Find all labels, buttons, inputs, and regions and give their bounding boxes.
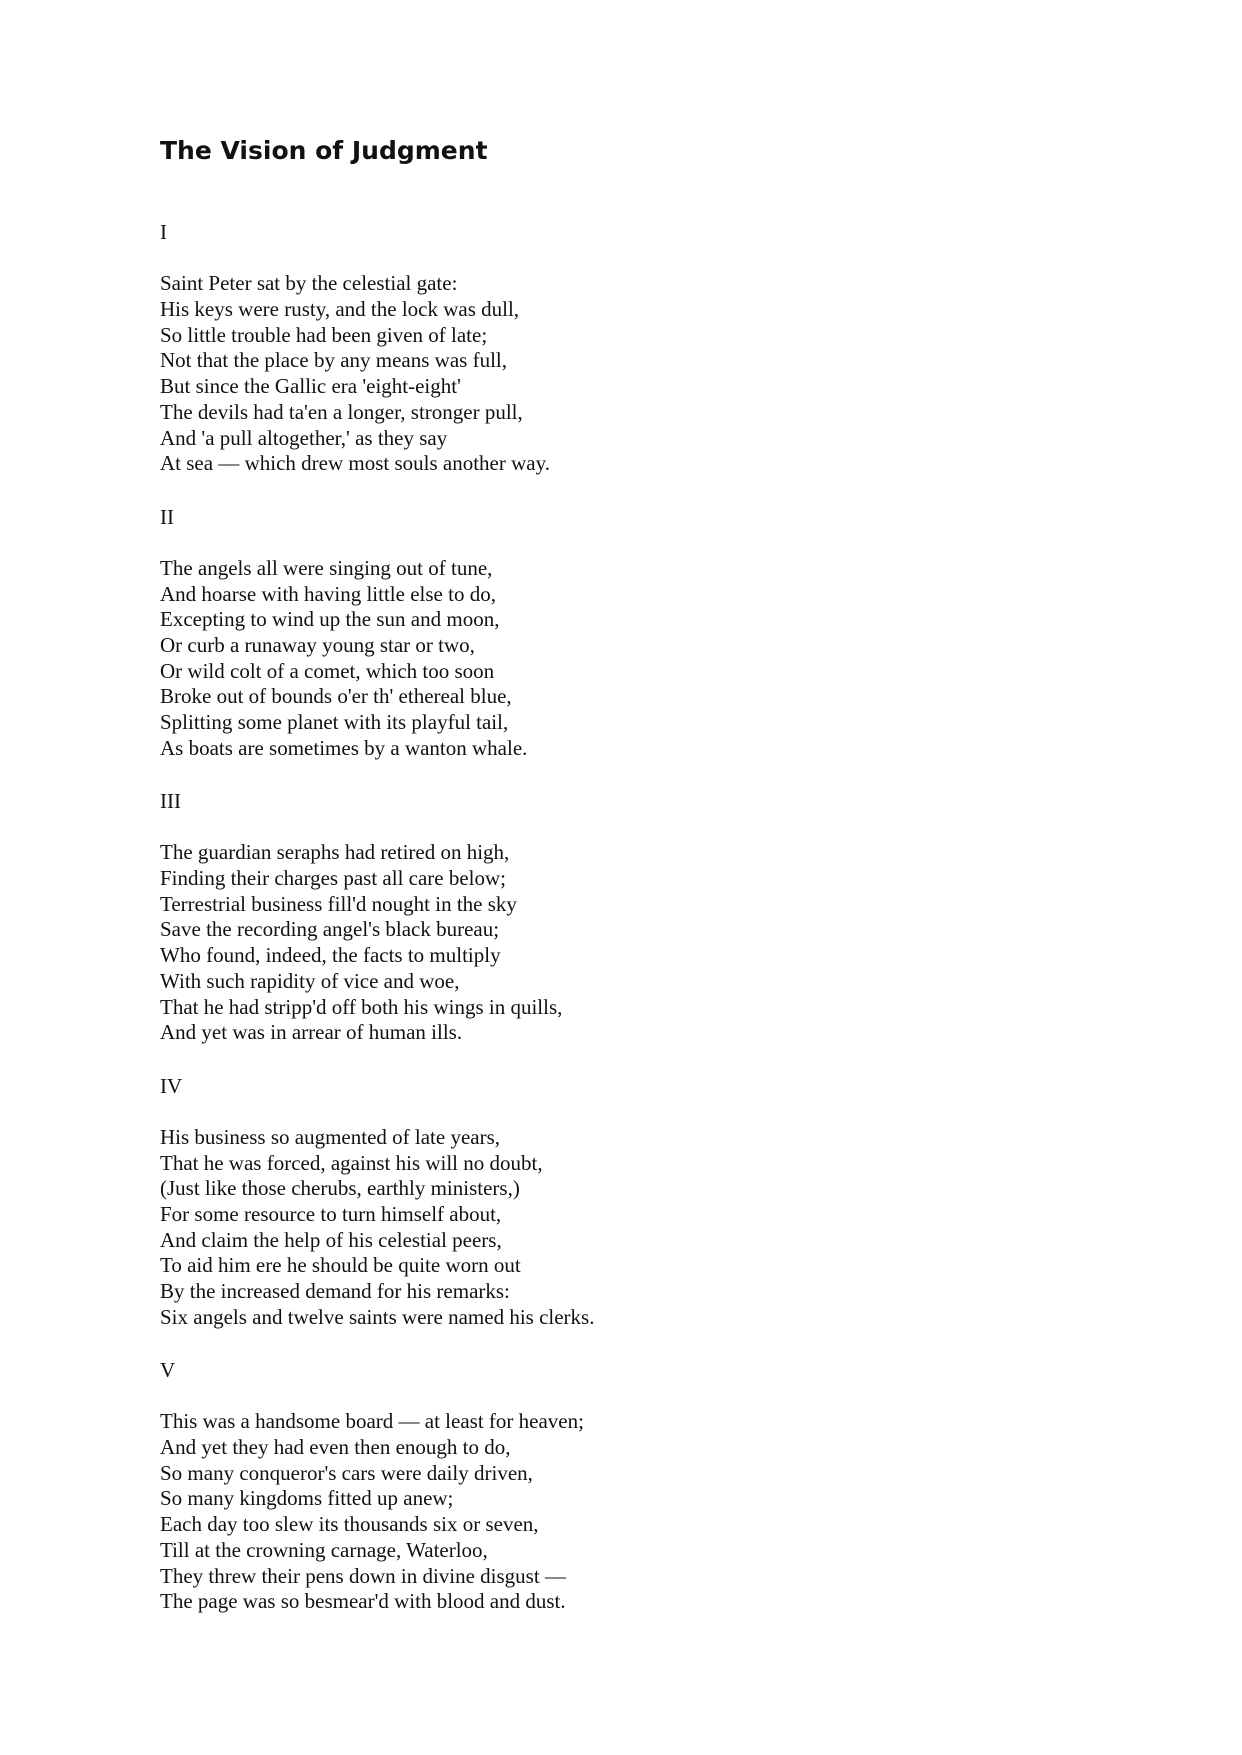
verse-line: And claim the help of his celestial peers,	[160, 1227, 502, 1252]
verse-line: They threw their pens down in divine disgust —	[160, 1563, 566, 1588]
verse-line: That he was forced, against his will no doubt,	[160, 1150, 543, 1175]
verse-line: So little trouble had been given of late;	[160, 322, 488, 347]
stanza-4	[160, 1074, 594, 1359]
verse-line: To aid him ere he should be quite worn out	[160, 1253, 521, 1278]
verse-line: Finding their charges past all care below;	[160, 866, 507, 891]
verse-line: By the increased demand for his remarks:	[160, 1279, 510, 1303]
verse-line: But since the Gallic era 'eight-eight'	[160, 374, 461, 399]
stanza-5	[160, 1358, 594, 1643]
verse-line: The angels all were singing out of tune,	[160, 555, 493, 580]
verse-line: Saint Peter sat by the celestial gate:	[160, 271, 458, 296]
verse-line: The devils had ta'en a longer, stronger pull,	[160, 399, 523, 424]
verse-line: His keys were rusty, and the lock was dull,	[160, 297, 520, 322]
verse-line: And hoarse with having little else to do,	[160, 581, 496, 606]
verse-line: That he had stripp'd off both his wings in quills,	[160, 994, 563, 1019]
poem-title: The Vision of Judgment	[160, 136, 488, 165]
verse-line: For some resource to turn himself about,	[160, 1201, 502, 1226]
stanza-1	[160, 220, 594, 505]
verse-line: The page was so besmear'd with blood and dust.	[160, 1589, 566, 1614]
verse-line: Splitting some planet with its playful tail,	[160, 710, 509, 734]
verse-line: Or wild colt of a comet, which too soon	[160, 658, 495, 683]
verse-line: Each day too slew its thousands six or seven,	[160, 1512, 539, 1537]
verse-line: So many kingdoms fitted up anew;	[160, 1486, 454, 1511]
verse-line: Six angels and twelve saints were named his clerks.	[160, 1304, 595, 1329]
verse-line: So many conqueror's cars were daily driven,	[160, 1460, 533, 1485]
poem-body	[160, 220, 594, 1643]
verse-line: Save the recording angel's black bureau;	[160, 917, 500, 942]
stanza-numeral: V	[160, 1358, 176, 1382]
verse-line: This was a handsome board — at least for heaven;	[160, 1409, 584, 1434]
verse-line: And yet was in arrear of human ills.	[160, 1020, 463, 1045]
verse-line: The guardian seraphs had retired on high,	[160, 840, 510, 865]
stanza-numeral: III	[160, 789, 181, 813]
verse-line: As boats are sometimes by a wanton whale.	[160, 735, 528, 760]
stanza-numeral: I	[160, 220, 167, 244]
stanza-numeral: IV	[160, 1073, 183, 1098]
verse-line: With such rapidity of vice and woe,	[160, 968, 460, 993]
stanza-2	[160, 505, 594, 790]
verse-line: Who found, indeed, the facts to multiply	[160, 943, 501, 968]
verse-line: Broke out of bounds o'er th' ethereal blue,	[160, 684, 512, 709]
verse-line: Or curb a runaway young star or two,	[160, 632, 475, 657]
verse-line: Not that the place by any means was full,	[160, 348, 507, 373]
verse-line: (Just like those cherubs, earthly ministers,)	[160, 1176, 520, 1201]
verse-line: His business so augmented of late years,	[160, 1124, 501, 1149]
stanza-3	[160, 789, 594, 1074]
verse-line: And yet they had even then enough to do,	[160, 1435, 511, 1460]
verse-line: Till at the crowning carnage, Waterloo,	[160, 1537, 488, 1562]
verse-line: Excepting to wind up the sun and moon,	[160, 607, 500, 632]
verse-line: Terrestrial business fill'd nought in the sky	[160, 891, 517, 916]
verse-line: And 'a pull altogether,' as they say	[160, 425, 448, 450]
stanza-numeral: II	[160, 504, 174, 529]
verse-line: At sea — which drew most souls another way.	[160, 451, 550, 476]
